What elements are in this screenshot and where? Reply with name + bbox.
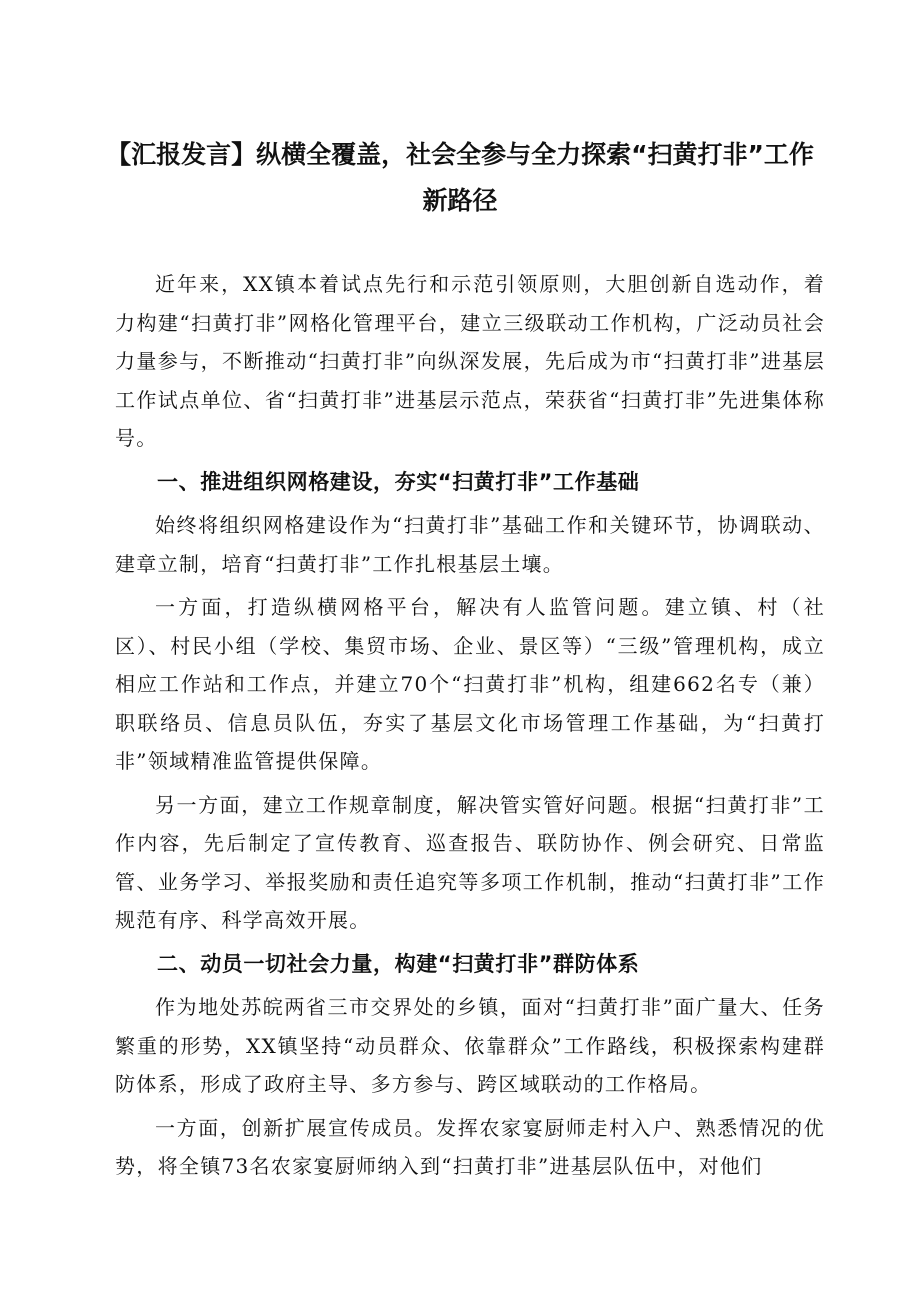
section-2-heading: 二、动员一切社会力量，构建“扫黄打非”群防体系 [157, 951, 640, 976]
section-1-paragraph-3: 另一方面，建立工作规章制度，解决管实管好问题。根据“扫黄打非”工作内容，先后制定了宣传教育、巡查报告、联防协作、例会研究、日常监管、业务学习、举报奖励和责任追究等多项工作机制，推动“扫黄打非”工作规范有序、科学高效开展。 [115, 792, 825, 932]
section-2-paragraph-1: 作为地处苏皖两省三市交界处的乡镇，面对“扫黄打非”面广量大、任务繁重的形势，XX镇坚持“动员群众、依靠群众”工作路线，积极探索构建群防体系，形成了政府主导、多方参与、跨区域联动的工作格局。 [115, 995, 825, 1096]
section-1-paragraph-2: 一方面，打造纵横网格平台，解决有人监管问题。建立镇、村（社区）、村民小组（学校、集贸市场、企业、景区等）“三级”管理机构，成立相应工作站和工作点，并建立70个“扫黄打非”机构，组建662名专（兼）职联络员、信息员队伍，夯实了基层文化市场管理工作基础，为“扫黄打非”领域精准监管提供保障。 [115, 595, 825, 773]
section-1-heading: 一、推进组织网格建设，夯实“扫黄打非”工作基础 [157, 469, 640, 494]
document-body [115, 265, 825, 1191]
section-2-paragraph-2: 一方面，创新扩展宣传成员。发挥农家宴厨师走村入户、熟悉情况的优势，将全镇73名农家宴厨师纳入到“扫黄打非”进基层队伍中，对他们 [115, 1115, 825, 1178]
intro-paragraph: 近年来，XX镇本着试点先行和示范引领原则，大胆创新自选动作，着力构建“扫黄打非”网格化管理平台，建立三级联动工作机构，广泛动员社会力量参与，不断推动“扫黄打非”向纵深发展，先后成为市“扫黄打非”进基层工作试点单位、省“扫黄打非”进基层示范点，荣获省“扫黄打非”先进集体称号。 [115, 272, 825, 450]
document-title: 【汇报发言】纵横全覆盖，社会全参与全力探索“扫黄打非”工作新路径 [106, 140, 814, 215]
section-1-paragraph-1: 始终将组织网格建设作为“扫黄打非”基础工作和关键环节，协调联动、建章立制，培育“扫黄打非”工作扎根基层土壤。 [115, 513, 825, 576]
